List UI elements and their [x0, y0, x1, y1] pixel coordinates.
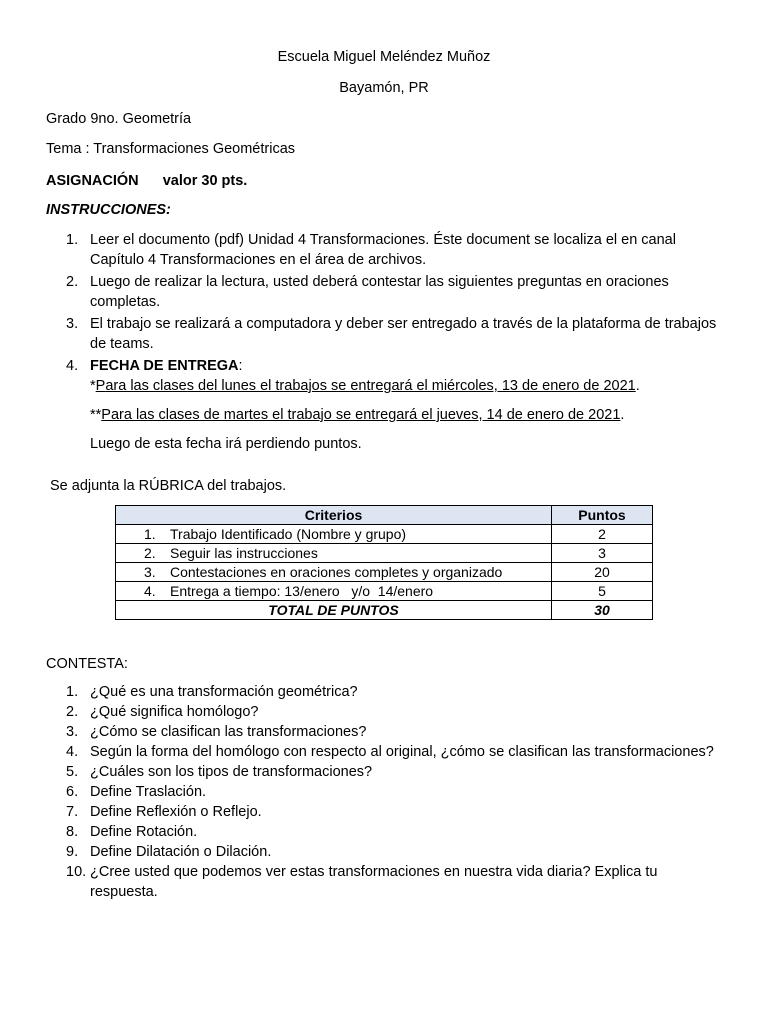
rubric-header-points: Puntos: [552, 506, 653, 525]
rubric-table: [115, 505, 653, 620]
rubric-criteria-cell: [116, 525, 552, 544]
instruction-number: 4.: [66, 358, 79, 374]
question-item: [46, 702, 726, 722]
question-number: 6.: [66, 784, 79, 800]
rubric-points-cell: 2: [552, 525, 653, 544]
school-city: Bayamón, PR: [339, 80, 429, 96]
due-line-monday-suffix: .: [635, 378, 640, 394]
rubric-criteria-cell: [116, 563, 552, 582]
rubric-row-number: 1.: [144, 526, 156, 542]
assignment-label: ASIGNACIÓN: [46, 173, 139, 189]
due-line-tuesday-suffix: .: [620, 407, 625, 423]
rubric-criteria-cell: [116, 582, 552, 601]
question-item: [46, 822, 726, 842]
question-text: ¿Cómo se clasifican las transformaciones?: [90, 724, 367, 740]
instructions-list: [46, 230, 726, 456]
instruction-number: 1.: [66, 232, 79, 248]
question-text: ¿Cree usted que podemos ver estas transformaciones en nuestra vida diaria? Explica tu respuesta.: [90, 864, 658, 900]
question-item: [46, 742, 726, 762]
instruction-text: El trabajo se realizará a computadora y deber ser entregado a través de la plataforma de trabajos de teams.: [90, 316, 717, 352]
rubric-points-cell: 5: [552, 582, 653, 601]
question-number: 2.: [66, 704, 79, 720]
instruction-text: Leer el documento (pdf) Unidad 4 Transformaciones. Éste document se localiza el en canal Capítulo 4 Transformaciones en el área de archivos.: [90, 232, 676, 268]
question-text: ¿Cuáles son los tipos de transformaciones?: [90, 764, 373, 780]
question-item: [46, 842, 726, 862]
rubric-row: [116, 563, 653, 582]
question-number: 8.: [66, 824, 79, 840]
instructions-heading: INSTRUCCIONES:: [46, 202, 171, 218]
rubric-row: [116, 525, 653, 544]
due-line-monday-text: Para las clases del lunes el trabajos se entregará el miércoles, 13 de enero de 2021: [95, 378, 636, 394]
due-line-tuesday-text: Para las clases de martes el trabajo se entregará el jueves, 14 de enero de 2021: [101, 407, 621, 423]
question-item: [46, 682, 726, 702]
question-number: 9.: [66, 844, 79, 860]
rubric-criteria-text: Contestaciones en oraciones completes y organizado: [170, 564, 503, 580]
topic-line: Tema : Transformaciones Geométricas: [46, 141, 296, 157]
due-line-penalty: Luego de esta fecha irá perdiendo puntos.: [90, 436, 362, 452]
assignment-value: valor 30 pts.: [162, 173, 248, 189]
rubric-criteria-text: Trabajo Identificado (Nombre y grupo): [170, 526, 407, 542]
due-line-monday: [90, 376, 726, 396]
instruction-text: Luego de realizar la lectura, usted deberá contestar las siguientes preguntas en oraciones completas.: [90, 274, 669, 310]
assignment-line: [46, 171, 247, 191]
question-text: Define Reflexión o Reflejo.: [90, 804, 262, 820]
question-number: 4.: [66, 744, 79, 760]
question-item: [46, 782, 726, 802]
rubric-criteria-text: Seguir las instrucciones: [170, 545, 318, 561]
question-text: Define Dilatación o Dilación.: [90, 844, 272, 860]
rubric-row: [116, 582, 653, 601]
due-label: FECHA DE ENTREGA: [90, 358, 239, 374]
contesta-heading: CONTESTA:: [46, 656, 128, 672]
question-text: ¿Qué es una transformación geométrica?: [90, 684, 358, 700]
instruction-number: 2.: [66, 274, 79, 290]
rubric-row-number: 2.: [144, 545, 156, 561]
instruction-item: [46, 272, 726, 312]
due-line-tuesday-prefix: **: [90, 407, 102, 423]
due-line-tuesday: [90, 405, 726, 425]
school-name: Escuela Miguel Meléndez Muñoz: [277, 49, 491, 65]
grade-line: Grado 9no. Geometría: [46, 111, 192, 127]
rubric-criteria-text: Entrega a tiempo: 13/enero y/o 14/enero: [170, 583, 434, 599]
instruction-item: [46, 230, 726, 270]
question-number: 10.: [66, 864, 87, 880]
rubric-header-row: [116, 506, 653, 525]
question-item: [46, 802, 726, 822]
rubric-intro: Se adjunta la RÚBRICA del trabajos.: [50, 478, 287, 494]
due-colon: :: [238, 358, 243, 374]
question-text: Define Traslación.: [90, 784, 207, 800]
question-number: 3.: [66, 724, 79, 740]
questions-list: [46, 682, 726, 902]
rubric-points-cell: 3: [552, 544, 653, 563]
question-item: [46, 862, 726, 902]
rubric-total-label: TOTAL DE PUNTOS: [116, 601, 552, 620]
question-item: [46, 722, 726, 742]
rubric-criteria-cell: [116, 544, 552, 563]
question-item: [46, 762, 726, 782]
question-text: Define Rotación.: [90, 824, 198, 840]
due-line-monday-prefix: *: [90, 378, 96, 394]
instruction-number: 3.: [66, 316, 79, 332]
rubric-points-cell: 20: [552, 563, 653, 582]
question-text: Según la forma del homólogo con respecto al original, ¿cómo se clasifican las transformaciones?: [90, 744, 714, 760]
rubric-total-points: 30: [552, 601, 653, 620]
rubric-header-criteria: Criterios: [116, 506, 552, 525]
rubric-total-row: [116, 601, 653, 620]
question-number: 7.: [66, 804, 79, 820]
question-number: 1.: [66, 684, 79, 700]
question-text: ¿Qué significa homólogo?: [90, 704, 259, 720]
instruction-item: [46, 314, 726, 354]
question-number: 5.: [66, 764, 79, 780]
rubric-row-number: 4.: [144, 583, 156, 599]
rubric-row: [116, 544, 653, 563]
instruction-item-due: [46, 356, 726, 454]
rubric-row-number: 3.: [144, 564, 156, 580]
